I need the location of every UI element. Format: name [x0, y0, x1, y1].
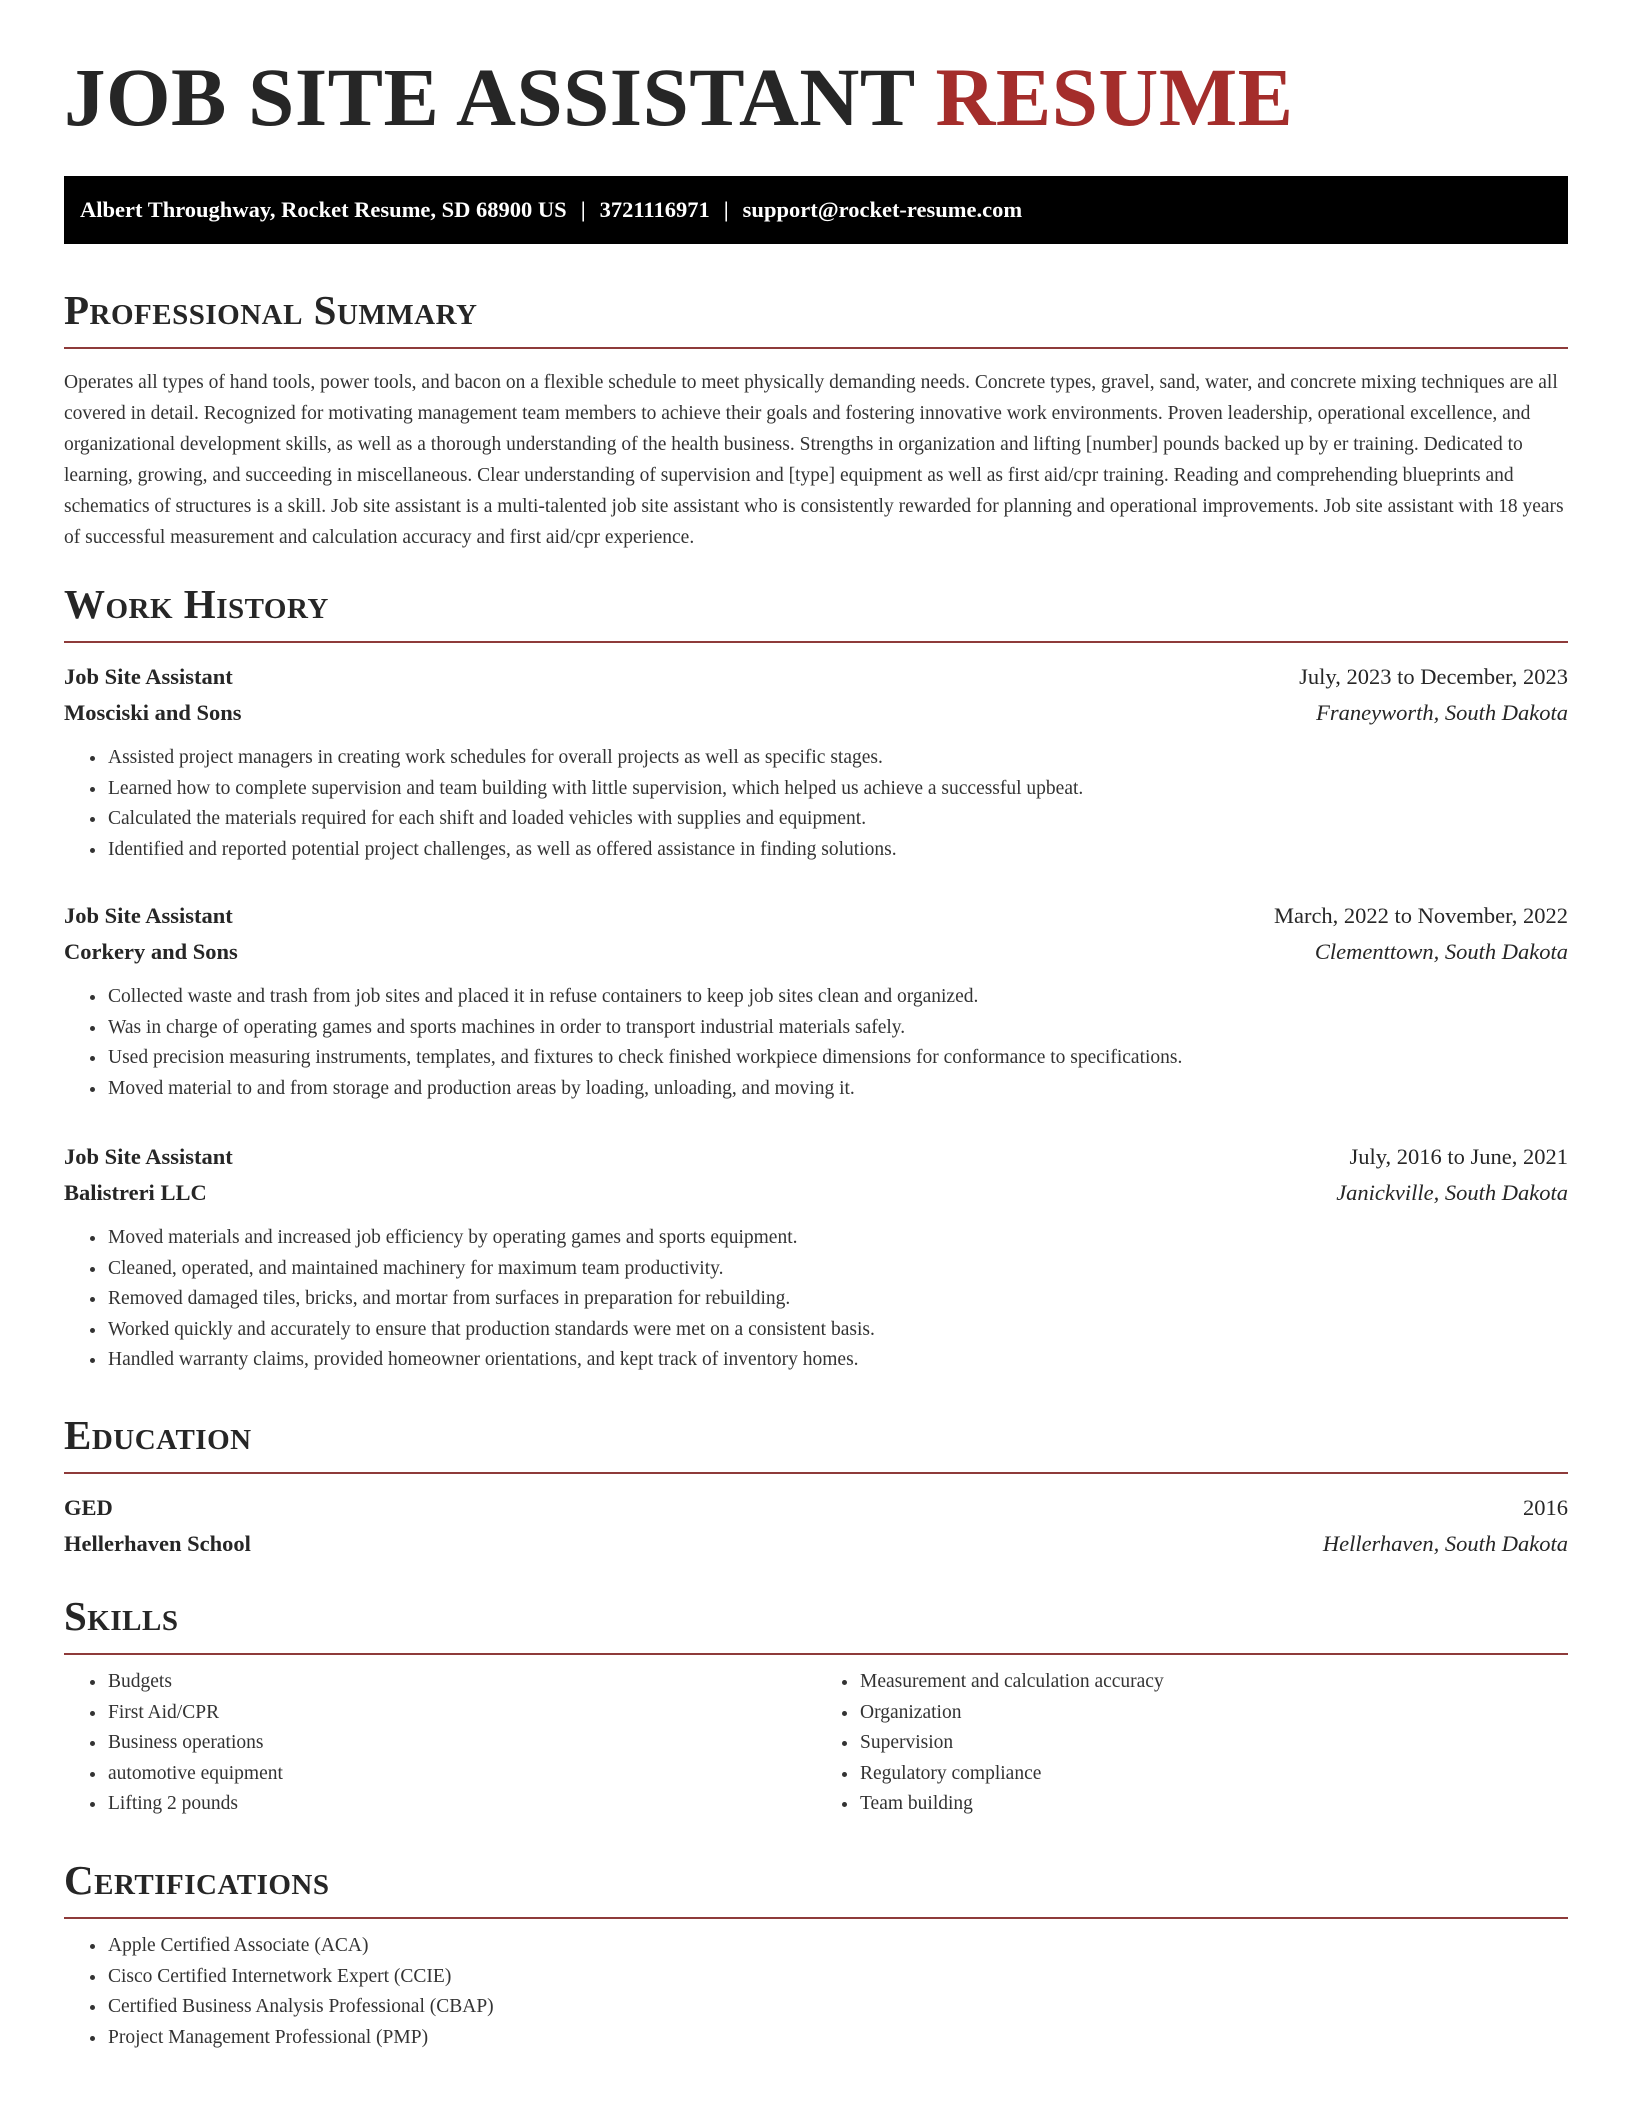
list-item: • Learned how to complete supervision and team building with little supervision, which helped us achieve a successful upbeat.	[107, 774, 1568, 805]
job-dates: July, 2023 to December, 2023	[1299, 664, 1568, 689]
list-item: • Handled warranty claims, provided homeowner orientations, and kept track of inventory homes.	[107, 1345, 1568, 1376]
list-item: • Measurement and calculation accuracy	[859, 1667, 1568, 1698]
contact-bar	[64, 176, 1568, 244]
contact-separator: |	[580, 197, 586, 222]
list-item: • Business operations	[107, 1728, 816, 1759]
list-item: • Moved materials and increased job efficiency by operating games and sports equipment.	[107, 1223, 1568, 1254]
job-location: Franeyworth, South Dakota	[1316, 700, 1568, 725]
title-accent: RESUME	[935, 51, 1294, 143]
list-item: • Cisco Certified Internetwork Expert (CCIE)	[107, 1962, 1568, 1993]
contact-email: support@rocket-resume.com	[742, 197, 1023, 222]
summary-section	[64, 287, 1568, 553]
job-dates: July, 2016 to June, 2021	[1349, 1144, 1568, 1169]
list-item: • Calculated the materials required for each shift and loaded vehicles with supplies and equipment.	[107, 804, 1568, 835]
job-dates: March, 2022 to November, 2022	[1273, 903, 1568, 928]
title-main: JOB SITE ASSISTANT	[64, 51, 915, 143]
list-item: • Used precision measuring instruments, templates, and fixtures to check finished workpiece dimensions for conformance to specifications.	[107, 1043, 1568, 1074]
list-item: • Moved material to and from storage and production areas by loading, unloading, and moving it.	[107, 1074, 1568, 1105]
skills-list-right	[816, 1667, 1568, 1820]
work-history-section	[64, 581, 1568, 643]
summary-text: Operates all types of hand tools, power tools, and bacon on a flexible schedule to meet physically demanding needs. Concrete types, gravel, sand, water, and concrete mixing techniques are all covered in detail. Recognized for motivating management team members to achieve their goals and fostering innovative work environments. Proven leadership, operational excellence, and organizational development skills, as well as a thorough understanding of the health business. Strengths in organization and lifting [number] pounds backed up by er training. Dedicated to learning, growing, and succeeding in miscellaneous. Clear understanding of supervision and [type] equipment as well as first aid/cpr training. Reading and comprehending blueprints and schematics of structures is a skill. Job site assistant is a multi-talented job site assistant who is consistently rewarded for planning and operational improvements. Job site assistant with 18 years of successful measurement and calculation accuracy and first aid/cpr experience.	[64, 372, 1564, 548]
degree: GED	[64, 1495, 113, 1520]
list-item: • Cleaned, operated, and maintained machinery for maximum team productivity.	[107, 1254, 1568, 1285]
job-duties	[64, 743, 1568, 865]
skills-section	[64, 1593, 1568, 1820]
job-title: Job Site Assistant	[64, 1144, 233, 1169]
education-section	[64, 1412, 1568, 1474]
list-item: • Lifting 2 pounds	[107, 1789, 816, 1820]
list-item: • Regulatory compliance	[859, 1759, 1568, 1790]
job-entry	[64, 1139, 1568, 1376]
list-item: • First Aid/CPR	[107, 1698, 816, 1729]
list-item: • Was in charge of operating games and sports machines in order to transport industrial materials safely.	[107, 1013, 1568, 1044]
list-item: • Budgets	[107, 1667, 816, 1698]
skills-columns	[64, 1667, 1568, 1820]
job-title: Job Site Assistant	[64, 903, 233, 928]
job-location: Janickville, South Dakota	[1336, 1180, 1568, 1205]
list-item: • Certified Business Analysis Professional (CBAP)	[107, 1992, 1568, 2023]
list-item: • Team building	[859, 1789, 1568, 1820]
contact-address: Albert Throughway, Rocket Resume, SD 68900 US	[80, 197, 567, 222]
job-location: Clementtown, South Dakota	[1314, 939, 1568, 964]
contact-phone: 3721116971	[599, 197, 710, 222]
education-year: 2016	[1523, 1495, 1568, 1520]
section-heading: Education	[64, 1415, 1568, 1474]
list-item: • Project Management Professional (PMP)	[107, 2023, 1568, 2054]
education-entry	[64, 1490, 1568, 1562]
job-title: Job Site Assistant	[64, 664, 233, 689]
resume-title	[64, 51, 1294, 143]
section-heading: Skills	[64, 1596, 1568, 1655]
list-item: • Identified and reported potential project challenges, as well as offered assistance in finding solutions.	[107, 835, 1568, 866]
section-heading: Professional Summary	[64, 290, 1568, 349]
list-item: • Organization	[859, 1698, 1568, 1729]
job-company: Balistreri LLC	[64, 1180, 207, 1205]
certifications-list	[64, 1931, 1568, 2053]
list-item: • Worked quickly and accurately to ensure that production standards were met on a consistent basis.	[107, 1315, 1568, 1346]
job-duties	[64, 1223, 1568, 1376]
list-item: • Apple Certified Associate (ACA)	[107, 1931, 1568, 1962]
list-item: • Removed damaged tiles, bricks, and mortar from surfaces in preparation for rebuilding.	[107, 1284, 1568, 1315]
list-item: • Assisted project managers in creating work schedules for overall projects as well as specific stages.	[107, 743, 1568, 774]
job-company: Corkery and Sons	[64, 939, 238, 964]
section-heading: Certifications	[64, 1860, 1568, 1919]
list-item: • automotive equipment	[107, 1759, 816, 1790]
list-item: • Supervision	[859, 1728, 1568, 1759]
job-duties	[64, 982, 1568, 1104]
skills-list-left	[64, 1667, 816, 1820]
school-location: Hellerhaven, South Dakota	[1322, 1531, 1568, 1556]
certifications-section	[64, 1857, 1568, 2053]
school-name: Hellerhaven School	[64, 1531, 251, 1556]
section-heading: Work History	[64, 584, 1568, 643]
list-item: • Collected waste and trash from job sites and placed it in refuse containers to keep job sites clean and organized.	[107, 982, 1568, 1013]
job-company: Mosciski and Sons	[64, 700, 242, 725]
contact-separator: |	[723, 197, 729, 222]
job-entry	[64, 898, 1568, 1104]
job-entry	[64, 659, 1568, 865]
